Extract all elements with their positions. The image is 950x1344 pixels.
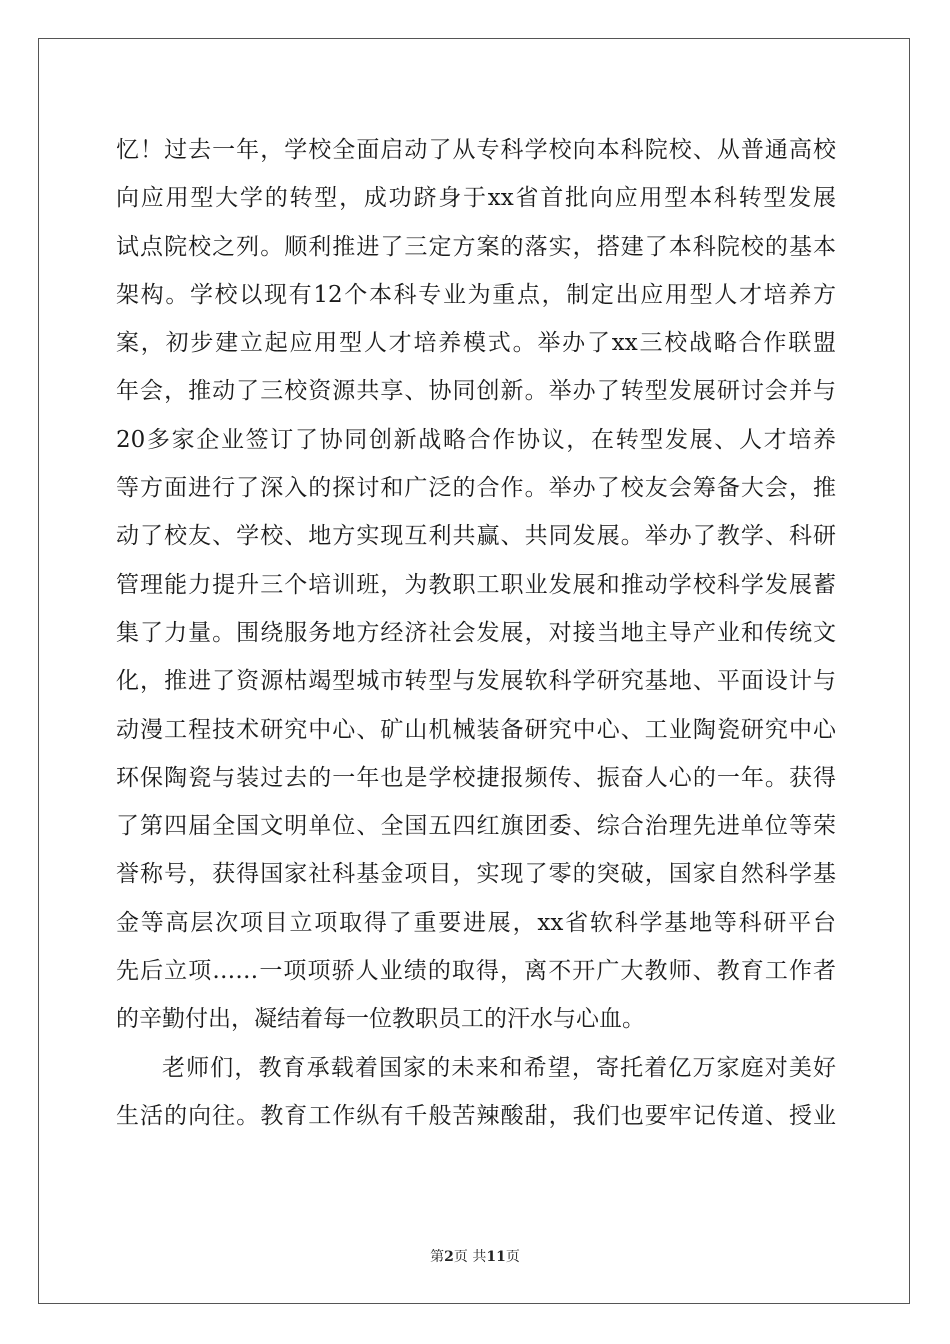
text-line: 等方面进行了深入的探讨和广泛的合作。举办了校友会筹备大会，推 (116, 475, 836, 502)
text-line: 年会，推动了三校资源共享、协同创新。举办了转型发展研讨会并与 (116, 378, 836, 405)
text-line: 管理能力提升三个培训班，为教职工职业发展和推动学校科学发展蓄 (116, 571, 836, 598)
text-line: 动了校友、学校、地方实现互利共赢、共同发展。举办了教学、科研 (116, 523, 836, 550)
footer-middle: 页 共 (453, 1249, 487, 1265)
text-line: 试点院校之列。顺利推进了三定方案的落实，搭建了本科院校的基本 (116, 233, 836, 260)
text-line: 的辛勤付出，凝结着每一位教职员工的汗水与心血。 (116, 1006, 645, 1033)
text-line: 生活的向往。教育工作纵有千般苦辣酸甜，我们也要牢记传道、授业 (116, 1102, 836, 1129)
page-footer (0, 1246, 950, 1266)
text-line: 动漫工程技术研究中心、矿山机械装备研究中心、工业陶瓷研究中心 (116, 716, 836, 743)
text-line: 架构。学校以现有12个本科专业为重点，制定出应用型人才培养方 (116, 281, 836, 308)
text-line: 了第四届全国文明单位、全国五四红旗团委、综合治理先进单位等荣 (116, 813, 836, 840)
text-line: 20多家企业签订了协同创新战略合作协议，在转型发展、人才培养 (116, 426, 836, 453)
text-line: 集了力量。围绕服务地方经济社会发展，对接当地主导产业和传统文 (116, 619, 836, 646)
text-line: 老师们，教育承载着国家的未来和希望，寄托着亿万家庭对美好 (162, 1054, 836, 1081)
current-page-number: 2 (444, 1249, 454, 1265)
text-line: 誉称号，获得国家社科基金项目，实现了零的突破，国家自然科学基 (116, 861, 836, 888)
text-line: 先后立项……一项项骄人业绩的取得，离不开广大教师、教育工作者 (116, 958, 836, 985)
footer-suffix: 页 (505, 1249, 520, 1265)
footer-prefix: 第 (430, 1249, 445, 1265)
text-line: 金等高层次项目立项取得了重要进展，xx省软科学基地等科研平台 (116, 909, 836, 936)
text-line: 忆！过去一年，学校全面启动了从专科学校向本科院校、从普通高校 (116, 137, 836, 163)
document-body (116, 126, 836, 1140)
text-line: 环保陶瓷与装过去的一年也是学校捷报频传、振奋人心的一年。获得 (116, 764, 836, 791)
paragraph-2 (116, 1044, 836, 1141)
text-line: 案，初步建立起应用型人才培养模式。举办了xx三校战略合作联盟 (116, 330, 836, 357)
total-page-count: 11 (486, 1249, 506, 1265)
text-line: 向应用型大学的转型，成功跻身于xx省首批向应用型本科转型发展 (116, 185, 836, 212)
paragraph-1 (116, 126, 836, 1044)
text-line: 化，推进了资源枯竭型城市转型与发展软科学研究基地、平面设计与 (116, 668, 836, 695)
